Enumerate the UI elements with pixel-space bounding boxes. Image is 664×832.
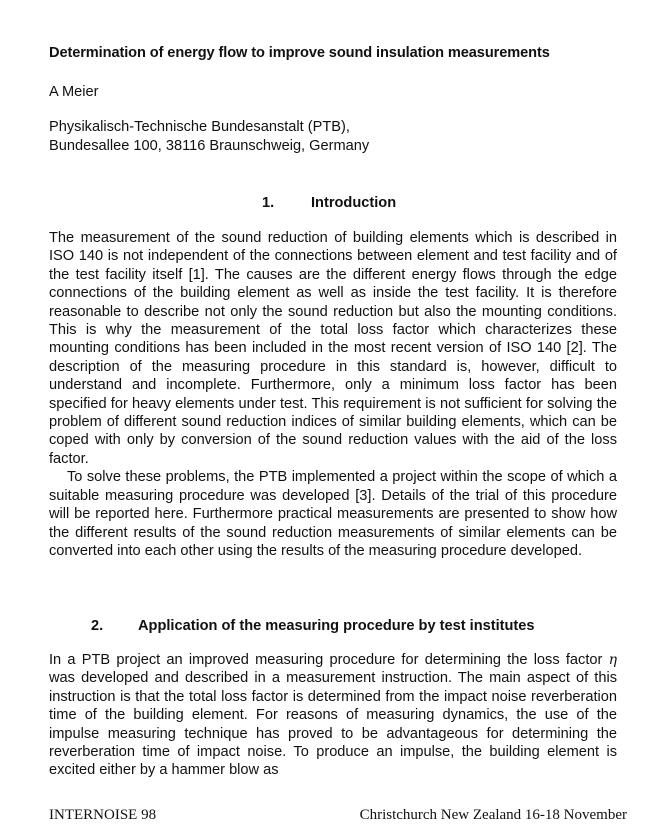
- section-number: 2.: [91, 618, 104, 634]
- application-body: [49, 651, 617, 780]
- paragraph: The measurement of the sound reduction of building elements which is described in ISO 140 is not independent of the connections between element and test facility and of the test facility itself [1]. The causes are the different energy flows through the edge connections of the building element as well as inside the test facility. It is therefore reasonable to describe not only the sound reduction but also the mounting conditions. This is why the measurement of the total loss factor which characterizes these mounting conditions has been included in the most recent version of ISO 140 [2]. The description of the measuring procedure in this standard is, however, difficult to understand and incomplete. Furthermore, only a minimum loss factor has been specified for heavy elements under test. This requirement is not sufficient for solving the problem of different sound reduction indices of similar building elements, which can be coped with only by conversion of the sound reduction values with the aid of the loss factor.: [49, 230, 617, 467]
- section-number: 1.: [262, 195, 275, 211]
- paragraph: To solve these problems, the PTB implemented a project within the scope of which a suitable measuring procedure was developed [3]. Details of the trial of this procedure will be reported here. Furthermore practical measurements are presented to show how the different results of the sound reduction measurements of similar elements can be converted into each other using the results of the measuring procedure developed.: [49, 469, 617, 559]
- paragraph: [49, 651, 617, 780]
- affiliation: [49, 118, 369, 156]
- eta-symbol: η: [608, 652, 617, 668]
- affiliation-line-2: Bundesallee 100, 38116 Braunschweig, Germany: [49, 138, 370, 154]
- paper-title: Determination of energy flow to improve sound insulation measurements: [49, 45, 550, 61]
- affiliation-line-1: Physikalisch-Technische Bundesanstalt (PTB),: [49, 119, 350, 135]
- paragraph-text: In a PTB project an improved measuring procedure for determining the loss factor: [49, 652, 609, 668]
- section-title: Application of the measuring procedure by test institutes: [138, 618, 535, 634]
- paragraph-text: was developed and described in a measurement instruction. The main aspect of this instruction is that the total loss factor is determined from the impact noise reverberation time of the building element. For reasons of measuring dynamics, the use of the impulse measuring technique has proved to be advantageous for determining the reverberation time of impact noise. To produce an impulse, the building element is excited either by a hammer blow as: [49, 670, 617, 779]
- paper-page: [49, 0, 627, 832]
- section-title: Introduction: [311, 195, 397, 211]
- introduction-body: [49, 229, 617, 560]
- author-name: A Meier: [49, 84, 99, 100]
- footer-location-date: Christchurch New Zealand 16-18 November: [359, 807, 627, 823]
- footer-conference: INTERNOISE 98: [49, 807, 157, 823]
